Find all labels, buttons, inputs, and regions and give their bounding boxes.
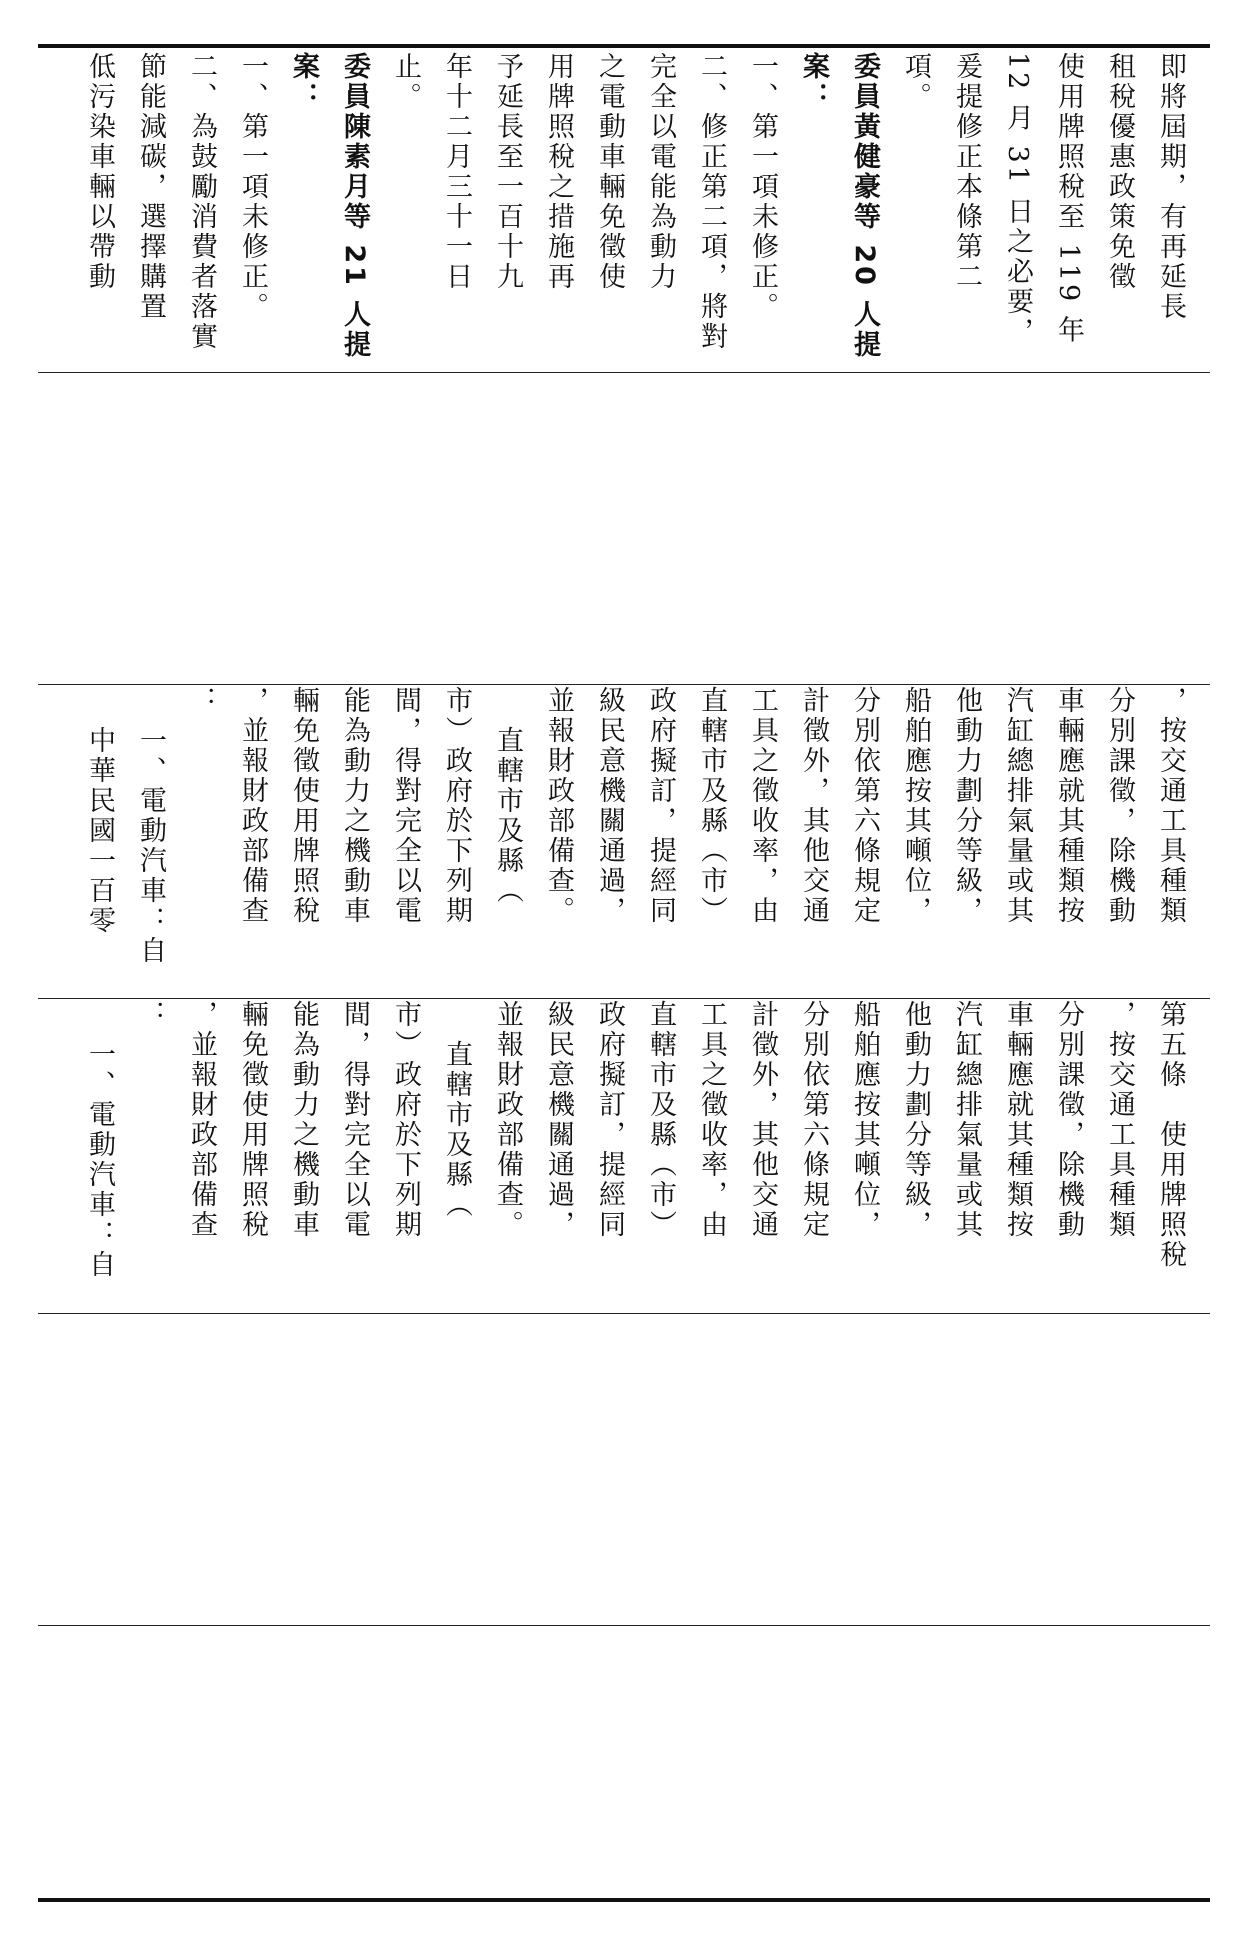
text-column: 級民意機關通過， [543, 1000, 574, 1240]
text-column: 直轄市及縣（ [492, 726, 523, 906]
text-column: 直轄市及縣（市） [696, 686, 727, 926]
text-column: 直轄市及縣（市） [645, 1000, 676, 1240]
proposed-article-section [56, 686, 1196, 996]
text-column: 政府擬訂，提經同 [645, 686, 676, 926]
text-column: 年十二月三十一日 [441, 52, 472, 292]
text-column: 即將屆期，有再延長 [1155, 52, 1186, 322]
bottom-rule [38, 1898, 1210, 1902]
current-article-section [56, 1000, 1196, 1310]
text-column: 能為動力之機動車 [288, 1000, 319, 1240]
text-column: 案： [288, 52, 319, 112]
text-column: 止。 [390, 52, 421, 112]
text-column: 並報財政部備查。 [543, 686, 574, 926]
text-column: 市）政府於下列期 [441, 686, 472, 926]
text-column: 級民意機關通過， [594, 686, 625, 926]
text-column: 分別依第六條規定 [849, 686, 880, 926]
divider-line [38, 684, 1210, 685]
text-column: 政府擬訂，提經同 [594, 1000, 625, 1240]
text-column: 汽缸總排氣量或其 [1002, 686, 1033, 926]
section3-columns [56, 1000, 1196, 1310]
text-column: 第五條 使用牌照稅 [1155, 1000, 1186, 1270]
text-column: 節能減碳，選擇購置 [135, 52, 166, 322]
text-column: 爰提修正本條第二 [951, 52, 982, 292]
text-column: 予延長至一百十九 [492, 52, 523, 292]
divider-line [38, 1625, 1210, 1626]
text-column: 分別課徵，除機動 [1053, 1000, 1084, 1240]
text-column: 間，得對完全以電 [339, 1000, 370, 1240]
text-column: 工具之徵收率，由 [696, 1000, 727, 1240]
text-column: 直轄市及縣（ [441, 1040, 472, 1220]
text-column: 12 月 31 日之必要， [1002, 52, 1033, 348]
section1-columns [56, 52, 1196, 370]
text-column: 分別依第六條規定 [798, 1000, 829, 1240]
text-column: 他動力劃分等級， [951, 686, 982, 926]
amendment-proposals-section [56, 52, 1196, 370]
text-column: 船舶應按其噸位， [900, 686, 931, 926]
text-column: 市）政府於下列期 [390, 1000, 421, 1240]
divider-line [38, 1313, 1210, 1314]
text-column: 完全以電能為動力 [645, 52, 676, 292]
divider-line [38, 998, 1210, 999]
text-column: 能為動力之機動車 [339, 686, 370, 926]
text-column: ，並報財政部備查 [186, 1000, 217, 1240]
text-column: 工具之徵收率，由 [747, 686, 778, 926]
text-column: 租稅優惠政策免徵 [1104, 52, 1135, 292]
text-column: 車輛應就其種類按 [1053, 686, 1084, 926]
text-column: 分別課徵，除機動 [1104, 686, 1135, 926]
text-column: 汽缸總排氣量或其 [951, 1000, 982, 1240]
text-column: 輛免徵使用牌照稅 [237, 1000, 268, 1240]
text-column: 二、修正第二項，將對 [696, 52, 727, 352]
text-column: 船舶應按其噸位， [849, 1000, 880, 1240]
text-column: 計徵外，其他交通 [798, 686, 829, 926]
text-column: 他動力劃分等級， [900, 1000, 931, 1240]
text-column: 低污染車輛以帶動 [84, 52, 115, 292]
text-column: 一、電動汽車：自 [84, 1040, 115, 1280]
text-column: 項。 [900, 52, 931, 112]
text-column: 間，得對完全以電 [390, 686, 421, 926]
text-column: 並報財政部備查。 [492, 1000, 523, 1240]
text-column: ，並報財政部備查 [237, 686, 268, 926]
text-column: 委員黃健豪等 20 人提 [849, 52, 880, 361]
top-rule [38, 44, 1210, 48]
text-column: 一、第一項未修正。 [747, 52, 778, 322]
text-column: ，按交通工具種類 [1104, 1000, 1135, 1240]
text-column: 一、電動汽車：自 [135, 726, 166, 966]
text-column: 案： [798, 52, 829, 112]
text-column: 用牌照稅之措施再 [543, 52, 574, 292]
text-column: 二、為鼓勵消費者落實 [186, 52, 217, 352]
text-column: ，按交通工具種類 [1155, 686, 1186, 926]
section2-columns [56, 686, 1196, 996]
text-column: 之電動車輛免徵使 [594, 52, 625, 292]
text-column: 輛免徵使用牌照稅 [288, 686, 319, 926]
text-column: 使用牌照稅至 119 年 [1053, 52, 1084, 346]
text-column: 車輛應就其種類按 [1002, 1000, 1033, 1240]
text-column: ： [186, 686, 217, 716]
text-column: 中華民國一百零 [84, 726, 115, 936]
text-column: 一、第一項未修正。 [237, 52, 268, 322]
divider-line [38, 372, 1210, 373]
text-column: 計徵外，其他交通 [747, 1000, 778, 1240]
text-column: ： [135, 1000, 166, 1030]
text-column: 委員陳素月等 21 人提 [339, 52, 370, 361]
